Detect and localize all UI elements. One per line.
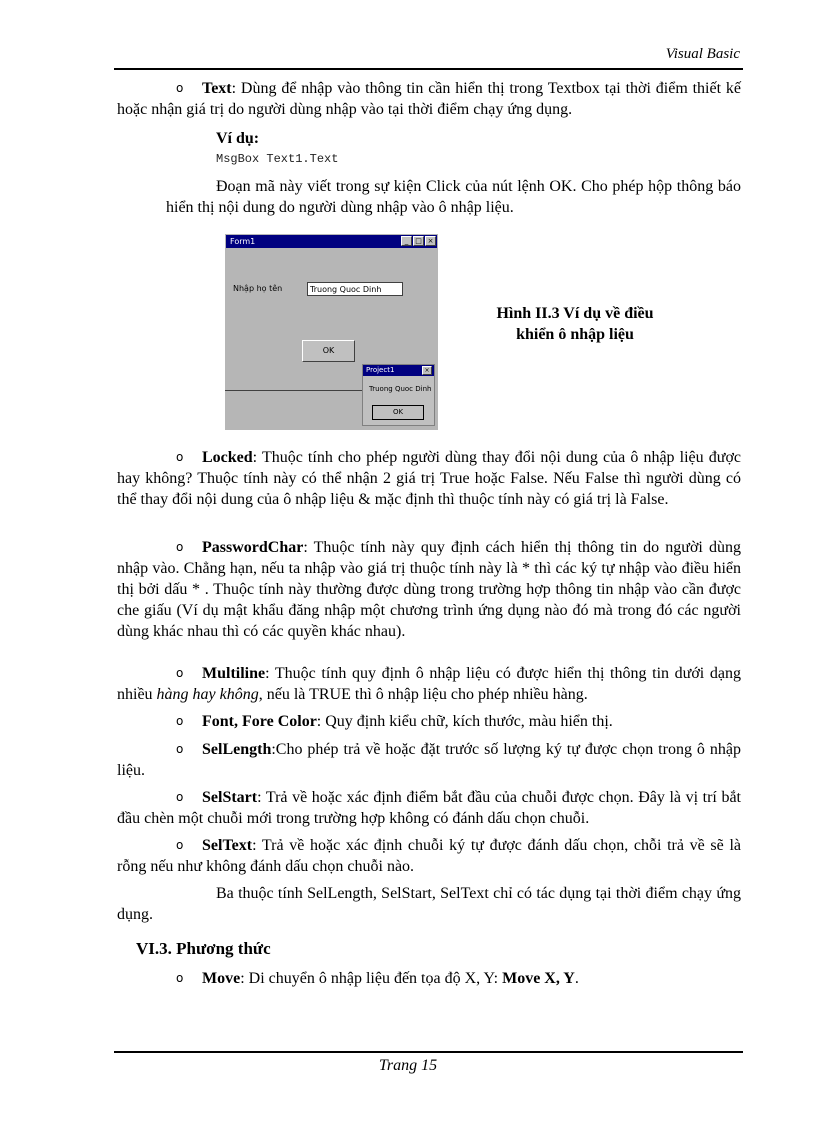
passwordchar-paragraph	[117, 537, 741, 642]
message-box	[362, 364, 435, 426]
property-name: Text	[202, 80, 232, 97]
property-description: : Trả về hoặc xác định điểm bắt đầu của chuỗi được chọn. Đây là vị trí bắt đầu chèn một chuỗi mới trong trường hợp không có đánh dấu chọn chuỗi.	[117, 789, 741, 827]
form-divider	[225, 390, 362, 391]
bullet-icon: o	[176, 666, 184, 680]
header-rule	[114, 68, 743, 70]
note-paragraph	[117, 883, 741, 925]
seltext-paragraph	[117, 835, 741, 877]
message-box-title: Project1	[363, 365, 434, 376]
ok-button: OK	[302, 340, 355, 362]
property-name: Multiline	[202, 665, 266, 682]
running-header: Visual Basic	[665, 46, 740, 62]
example-label: Ví dụ:	[216, 130, 260, 147]
close-icon: ×	[425, 236, 436, 246]
font-paragraph	[117, 711, 741, 732]
bullet-icon: o	[176, 81, 184, 95]
bullet-icon: o	[176, 714, 184, 728]
locked-paragraph	[117, 447, 741, 510]
figure-caption	[470, 303, 680, 345]
bullet-icon: o	[176, 742, 184, 756]
bullet-icon: o	[176, 790, 184, 804]
name-textbox: Truong Quoc Dinh	[307, 282, 403, 296]
sellength-paragraph	[117, 739, 741, 781]
bullet-icon: o	[176, 838, 184, 852]
selstart-paragraph	[117, 787, 741, 829]
text-property-paragraph	[117, 78, 741, 120]
property-name: SelStart	[202, 789, 258, 806]
caption-line-2: khiển ô nhập liệu	[516, 326, 634, 343]
bullet-icon: o	[176, 450, 184, 464]
example-code: MsgBox Text1.Text	[216, 152, 339, 166]
window-controls	[401, 236, 436, 246]
property-name: SelText	[202, 837, 253, 854]
section-heading: VI.3. Phương thức	[136, 939, 271, 958]
message-close-icon: ×	[422, 366, 432, 375]
move-paragraph	[117, 968, 741, 989]
property-name: SelLength	[202, 741, 272, 758]
method-syntax: Move X, Y	[502, 970, 575, 987]
bullet-icon: o	[176, 971, 184, 985]
note-text: Ba thuộc tính SelLength, SelStart, SelText chỉ có tác dụng tại thời điểm chạy ứng dụng.	[117, 885, 741, 923]
property-description: : Trả về hoặc xác định chuỗi ký tự được đánh dấu chọn, chỗi trả về sẽ là rỗng nếu như không đánh dấu chọn chuỗi nào.	[117, 837, 741, 875]
property-name: Locked	[202, 449, 253, 466]
property-description: : Thuộc tính này quy định cách hiển thị thông tin do người dùng nhập vào. Chẳng hạn, nếu ta nhập vào giá trị thuộc tính này là * thì các ký tự nhập vào điều hiển thị bởi dấu * . Thuộc tính này thường được dùng trong trường hợp thông tin nhập vào cần được che giấu (Ví dụ mật khẩu đăng nhập một chương trình ứng dụng nào đó mà trong đó các người dùng khác nhau thì có các quyền khác nhau).	[117, 539, 741, 640]
minimize-icon: _	[401, 236, 412, 246]
caption-line-1: Hình II.3 Ví dụ về điều	[496, 305, 654, 322]
footer-rule	[114, 1051, 743, 1053]
window-title: Form1	[230, 237, 256, 246]
method-description: : Di chuyển ô nhập liệu đến tọa độ X, Y:	[240, 970, 503, 987]
example-explanation-text: Đoạn mã này viết trong sự kiện Click của nút lệnh OK. Cho phép hộp thông báo hiển thị nội dung do người dùng nhập vào ô nhập liệu.	[166, 178, 741, 216]
bullet-icon: o	[176, 540, 184, 554]
emphasis-text: hàng hay không	[156, 686, 259, 703]
page-number: Trang 15	[378, 1057, 438, 1074]
message-box-text: Truong Quoc Dinh	[369, 385, 432, 393]
method-end: .	[574, 970, 579, 987]
message-ok-button: OK	[372, 405, 424, 420]
property-description: : Quy định kiểu chữ, kích thước, màu hiển thị.	[316, 713, 613, 730]
property-name: Font, Fore Color	[202, 713, 317, 730]
property-description: : Thuộc tính cho phép người dùng thay đổi nội dung của ô nhập liệu được hay không? Thuộc tính này có thể nhận 2 giá trị True hoặc False. Nếu False thì người dùng có thể thay đổi nội dung của ô nhập liệu & mặc định thì thuộc tính này có giá trị là False.	[117, 449, 741, 508]
multiline-paragraph	[117, 663, 741, 705]
property-name: PasswordChar	[202, 539, 304, 556]
name-label: Nhập họ tên	[233, 284, 283, 293]
method-name: Move	[202, 970, 241, 987]
property-description: : Dùng để nhập vào thông tin cần hiển thị trong Textbox tại thời điểm thiết kế hoặc nhận giá trị do người dùng nhập vào tại thời điểm chạy ứng dụng.	[117, 80, 741, 118]
maximize-icon: □	[413, 236, 424, 246]
form-screenshot-figure	[225, 234, 438, 430]
property-description: :Cho phép trả về hoặc đặt trước số lượng ký tự được chọn trong ô nhập liệu.	[117, 741, 741, 779]
property-description: : Thuộc tính quy định ô nhập liệu có được hiển thị thông tin dưới dạng nhiều	[117, 665, 741, 703]
example-explanation	[166, 176, 741, 218]
property-description-end: , nếu là TRUE thì ô nhập liệu cho phép nhiều hàng.	[258, 686, 588, 703]
